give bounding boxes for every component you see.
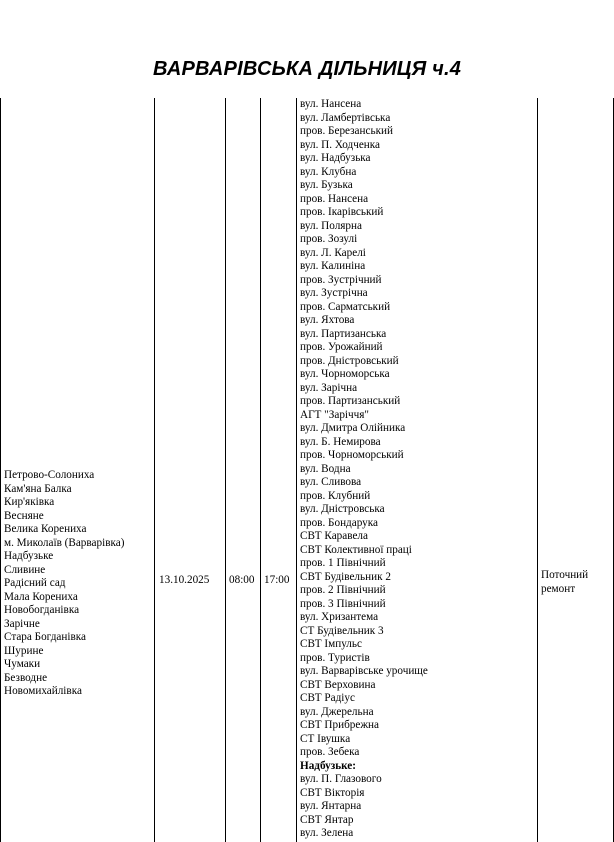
street-item: СВТ Імпульс [300,638,362,650]
street-item: пров. Клубний [300,489,371,502]
settlement-item: Надбузьке [4,550,54,562]
street-item: СВТ Прибрежна [300,719,380,731]
settlement-item: Радісний сад [4,577,66,589]
column-divider [260,98,261,842]
street-item: пров. Туристів [300,651,370,664]
street-item: пров. Березанський [300,125,393,137]
reason-line: ремонт [541,583,576,595]
street-item: вул. Янтарна [300,800,362,812]
street-item: вул. Хризантема [300,611,379,623]
street-item: пров. Ікарівський [300,206,384,218]
settlement-item: Сливине [4,563,46,576]
street-item: вул. Надбузька [300,152,371,164]
street-item: вул. Яхтова [300,314,355,326]
street-item: вул. П. Глазового [300,773,382,785]
street-item: СВТ Будівельник 2 [300,570,391,583]
street-item: вул. Варварівське урочище [300,665,428,677]
column-divider [537,98,538,842]
street-item: СВТ Каравела [300,530,368,542]
street-item: СТ Івушка [300,732,351,745]
settlement-item: Велика Корениха [4,523,87,535]
page-title: ВАРВАРІВСЬКА ДІЛЬНИЦЯ ч.4 [152,58,462,80]
column-divider [296,98,297,842]
street-item: пров. Бондарука [300,516,378,529]
settlement-item: Мала Корениха [4,590,78,603]
street-item: СВТ Верховина [300,678,376,691]
settlement-item: Зарічне [4,617,40,630]
settlement-item: Весняне [4,509,44,522]
street-item: пров. Зебека [300,746,360,758]
street-item: вул. П. Ходченка [300,138,380,151]
outage-table [0,98,614,842]
street-item: вул. Б. Немирова [300,435,381,448]
reason-cell [541,568,588,596]
street-item: СВТ Вікторія [300,786,365,799]
settlements-cell [4,469,124,699]
street-item: вул. Чорноморська [300,368,390,380]
street-item: вул. Калиніна [300,260,366,272]
settlement-item: м. Миколаїв (Варварівка) [4,536,125,549]
settlement-item: Новобогданівка [4,604,80,616]
street-item: пров. Чорноморський [300,449,404,461]
time-to-cell: 17:00 [264,574,290,586]
street-item: вул. Дмитра Олійника [300,422,406,434]
street-item: вул. Сливова [300,476,362,488]
street-item: вул. Зустрічна [300,287,368,299]
settlement-item: Кам'яна Балка [4,482,72,495]
street-item: вул. Полярна [300,219,362,232]
street-item: вул. Ламбертівська [300,111,391,124]
street-item: вул. Нансена [300,98,362,110]
streets-cell [300,98,428,841]
street-item: вул. Зарічна [300,381,358,394]
street-item: вул. Джерельна [300,705,374,718]
street-item: пров. Зустрічний [300,273,382,286]
street-item: вул. Партизанська [300,327,387,340]
settlement-item: Стара Богданівка [4,631,86,643]
settlement-item: Безводне [4,671,48,684]
street-item: пров. Урожайний [300,341,383,353]
street-item: пров. 3 Північний [300,597,386,610]
settlement-item: Кир'яківка [4,496,55,508]
street-item: пров. Зозулі [300,233,358,245]
street-item: СВТ Колективної праці [300,543,412,556]
street-item: пров. Сарматський [300,300,391,313]
reason-line: Поточний [541,569,589,581]
time-from-cell: 08:00 [229,574,255,586]
settlement-item: Шурине [4,644,44,657]
street-item: пров. Нансена [300,192,369,205]
street-item: вул. Л. Карелі [300,246,366,259]
street-item: пров. Партизанський [300,395,401,407]
column-divider [225,98,226,842]
column-divider [154,98,155,842]
street-item: пров. 2 Північний [300,584,386,596]
street-item: вул. Водна [300,462,351,475]
street-item: СВТ Янтар [300,813,354,826]
street-item: СТ Будівельник 3 [300,624,384,637]
street-item: пров. 1 Північний [300,557,386,569]
street-item: вул. Бузька [300,179,353,191]
settlement-item: Петрово-Солониха [4,469,95,481]
street-item: АГТ "Заріччя" [300,408,369,421]
table-border-left [0,98,1,842]
street-item: пров. Дністровський [300,354,399,367]
settlement-item: Чумаки [4,658,41,670]
street-item: вул. Зелена [300,827,354,839]
street-item: Надбузьке: [300,759,356,772]
street-item: вул. Дністровська [300,503,385,515]
street-item: вул. Клубна [300,165,357,178]
street-item: СВТ Радіус [300,692,355,704]
settlement-item: Новомихайлівка [4,685,82,697]
date-cell: 13.10.2025 [159,574,210,586]
